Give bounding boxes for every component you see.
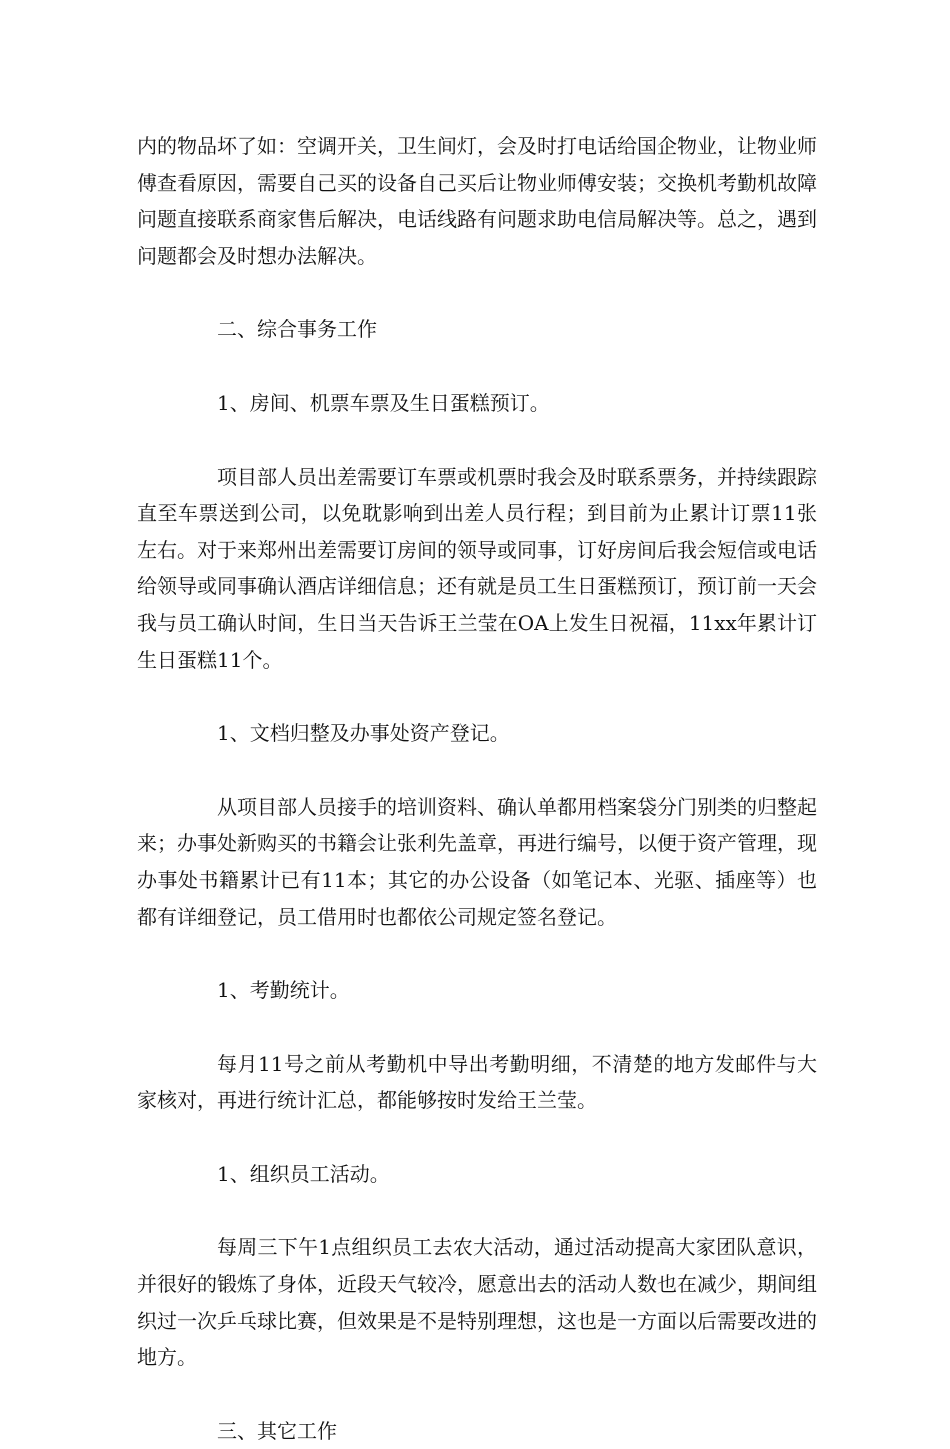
section-heading-general-affairs: 二、综合事务工作 bbox=[217, 317, 377, 342]
paragraph-archiving: 从项目部人员接手的培训资料、确认单都用档案袋分门别类的归整起来；办事处新购买的书籍会让张利先盖章，再进行编号，以便于资产管理，现办事处书籍累计已有11本；其它的办公设备（如笔记本、光驱、插座等）也都有详细登记，员工借用时也都依公司规定签名登记。 bbox=[137, 794, 817, 929]
section-heading-other-work: 三、其它工作 bbox=[217, 1418, 337, 1443]
subheading-activities: 1、组织员工活动。 bbox=[217, 1161, 390, 1186]
paragraph-activities: 每周三下午1点组织员工去农大活动，通过活动提高大家团队意识，并很好的锻炼了身体，近段天气较冷，愿意出去的活动人数也在减少，期间组织过一次乒乓球比赛，但效果是不是特别理想，这也是一方面以后需要改进的地方。 bbox=[137, 1235, 817, 1370]
subheading-archiving: 1、文档归整及办事处资产登记。 bbox=[217, 721, 510, 746]
subheading-attendance: 1、考勤统计。 bbox=[217, 978, 350, 1003]
document-body bbox=[137, 128, 817, 1449]
paragraph-attendance: 每月11号之前从考勤机中导出考勤明细，不清楚的地方发邮件与大家核对，再进行统计汇总，都能够按时发给王兰莹。 bbox=[137, 1051, 817, 1113]
paragraph-continued: 内的物品坏了如：空调开关，卫生间灯，会及时打电话给国企物业，让物业师傅查看原因，需要自己买的设备自己买后让物业师傅安装；交换机考勤机故障问题直接联系商家售后解决，电话线路有问题求助电信局解决等。总之，遇到问题都会及时想办法解决。 bbox=[137, 134, 817, 268]
subheading-booking: 1、房间、机票车票及生日蛋糕预订。 bbox=[217, 390, 550, 415]
paragraph-booking: 项目部人员出差需要订车票或机票时我会及时联系票务，并持续跟踪直至车票送到公司，以免耽影响到出差人员行程；到目前为止累计订票11张左右。对于来郑州出差需要订房间的领导或同事，订好房间后我会短信或电话给领导或同事确认酒店详细信息；还有就是员工生日蛋糕预订，预订前一天会我与员工确认时间，生日当天告诉王兰莹在OA上发生日祝福，11xx年累计订生日蛋糕11个。 bbox=[137, 464, 817, 672]
